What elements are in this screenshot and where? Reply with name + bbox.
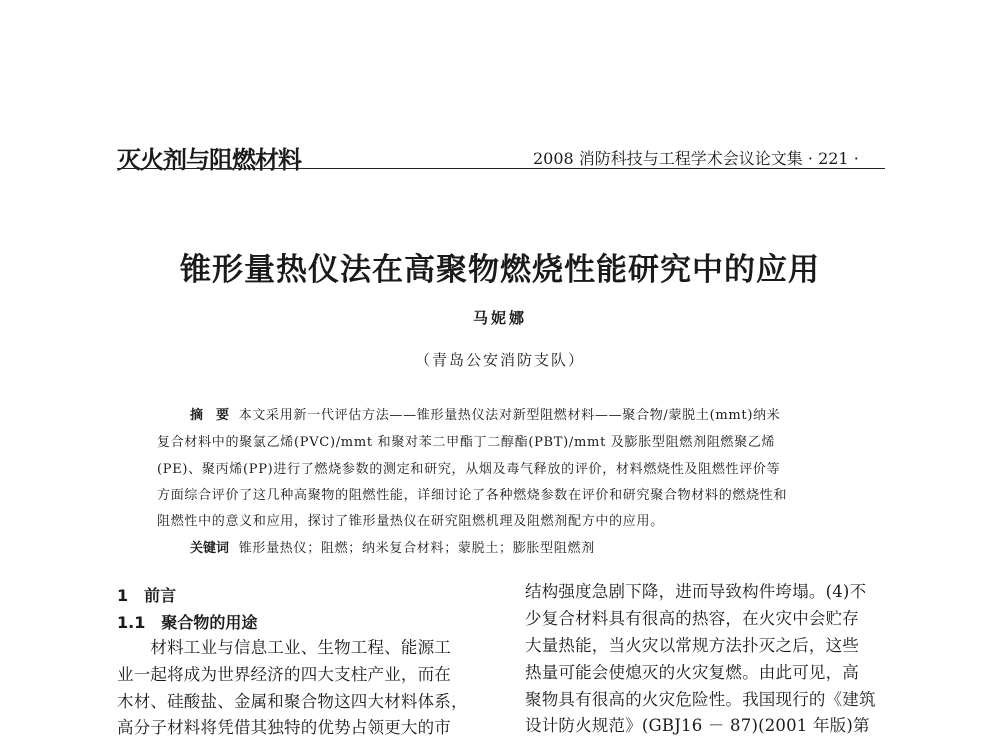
section-heading: 1 前言 — [117, 586, 177, 605]
body-line-right: 结构强度急剧下降，进而导致构件垮塌。(4)不 — [525, 582, 867, 601]
body-line-left: 材料工业与信息工业、生物工程、能源工 — [117, 638, 451, 657]
body-line-left: 木材、硅酸盐、金属和聚合物这四大材料体系， — [117, 692, 468, 711]
abstract-line: 阻燃性中的意义和应用，探讨了锥形量热仪在研究阻燃机理及阻燃剂配方中的应用。 — [157, 514, 664, 529]
abstract-line: (PE)、聚丙烯(PP)进行了燃烧参数的测定和研究，从烟及毒气释放的评价，材料燃烧性及阻燃性评价等 — [157, 462, 781, 477]
keywords-label: 关键词 — [190, 541, 230, 556]
abstract-line — [190, 404, 781, 423]
body-line-left: 高分子材料将凭借其独特的优势占领更大的市 — [117, 718, 451, 737]
abstract-line: 复合材料中的聚氯乙烯(PVC)/mmt 和聚对苯二甲酯丁二醇酯(PBT)/mmt 及膨胀型阻燃剂阻燃聚乙烯 — [157, 435, 776, 450]
body-line-right: 设计防火规范》(GBJ16 － 87)(2001 年版)第 — [525, 716, 870, 735]
header-rule — [117, 168, 885, 169]
body-line-left: 业一起将成为世界经济的四大支柱产业，而在 — [117, 665, 451, 684]
keywords-line — [190, 537, 595, 556]
subsection-heading: 1.1 聚合物的用途 — [117, 613, 258, 632]
body-line-right: 热量可能会使熄灭的火灾复燃。由此可见，高 — [525, 663, 859, 682]
body-line-right: 大量热能，当火灾以常规方法扑灭之后，这些 — [525, 636, 859, 655]
keywords-text: 锥形量热仪；阻燃；纳米复合材料；蒙脱土；膨胀型阻燃剂 — [238, 541, 595, 556]
abstract-line: 方面综合评价了这几种高聚物的阻燃性能，详细讨论了各种燃烧参数在评价和研究聚合物材料的燃烧性和 — [157, 488, 788, 503]
abstract-text: 本文采用新一代评估方法——锥形量热仪法对新型阻燃材料——聚合物/蒙脱土(mmt)纳米 — [238, 408, 781, 423]
abstract-label: 摘 要 — [190, 408, 230, 423]
running-head-section: 灭火剂与阻燃材料 — [117, 146, 301, 174]
body-line-right: 少复合材料具有很高的热容，在火灾中会贮存 — [525, 609, 859, 628]
body-line-right: 聚物具有很高的火灾危险性。我国现行的《建筑 — [525, 690, 876, 709]
running-head-journal: 2008 消防科技与工程学术会议论文集 · 221 · — [533, 149, 859, 168]
affiliation: （青岛公安消防支队） — [414, 351, 585, 369]
paper-title: 锥形量热仪法在高聚物燃烧性能研究中的应用 — [180, 252, 820, 288]
author: 马妮娜 — [472, 309, 527, 327]
